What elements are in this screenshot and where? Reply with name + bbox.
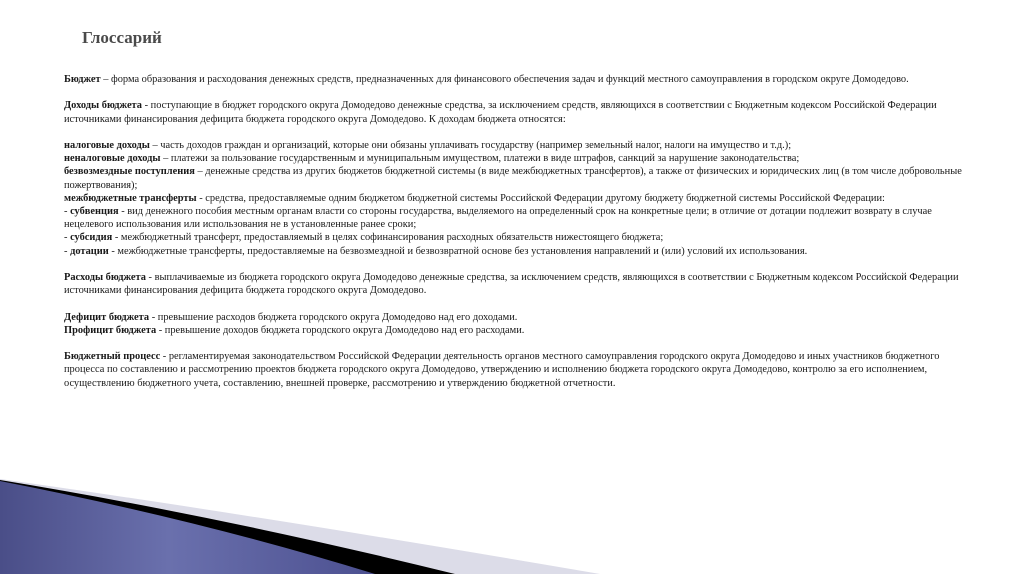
term: налоговые доходы [64, 139, 150, 151]
term: Доходы бюджета [64, 100, 142, 112]
definition: - поступающие в бюджет городского округа Домодедово денежные средства, за исключением средств, являющихся в соответствии с Бюджетным кодексом Российской Федерации источниками финансирования дефицита бюджета городского округа Домодедово. К доходам бюджета относятся: [64, 100, 937, 125]
term: неналоговые доходы [64, 153, 161, 165]
definition: - превышение доходов бюджета городского округа Домодедово над его расходами. [156, 324, 525, 336]
term: дотации [70, 245, 109, 257]
definition: - межбюджетный трансферт, предоставляемый в целях софинансирования расходных обязательств нижестоящего бюджета; [112, 232, 664, 244]
glossary-entry-surplus [64, 324, 964, 337]
glossary-entry-process [64, 350, 964, 390]
glossary-entry-deficit [64, 311, 964, 324]
glossary-entry-transfers [64, 192, 964, 205]
glossary-entry-nontax-revenue [64, 152, 964, 165]
decorative-swoosh-graphic [0, 454, 1024, 574]
term: безвозмездные поступления [64, 166, 195, 178]
glossary-entry-subvention [64, 205, 964, 231]
term: Бюджетный процесс [64, 351, 161, 363]
definition: – платежи за пользование государственным и муниципальным имуществом, платежи в виде штрафов, санкций за нарушение законодательства; [160, 153, 800, 165]
term: межбюджетные трансферты [64, 192, 197, 204]
term: субсидия [70, 232, 113, 244]
definition: – часть доходов граждан и организаций, которые они обязаны уплачивать государству (например земельный налог, налоги на имущество и т.д.); [149, 139, 792, 151]
bullet-dash: - [64, 206, 71, 217]
definition: - межбюджетные трансферты, предоставляемые на безвозмездной и безвозвратной основе без установления направлений и (или) условий их использования. [108, 245, 808, 257]
term: субвенция [70, 206, 119, 217]
page-title: Глоссарий [82, 28, 162, 47]
term: Бюджет [64, 74, 101, 85]
glossary-entry-expenses [64, 271, 964, 297]
glossary-entry-revenue [64, 99, 964, 125]
glossary-entry-subsidy [64, 231, 964, 244]
definition: – денежные средства из других бюджетов бюджетной системы (в виде межбюджетных трансфертов), а также от физических и юридических лиц (в том числе добровольные пожертвования); [64, 166, 962, 191]
term: Дефицит бюджета [64, 311, 150, 323]
definition: - средства, предоставляемые одним бюджетом бюджетной системы Российской Федерации другому бюджету бюджетной системы Российской Федерации: [196, 192, 885, 204]
term: Профицит бюджета [64, 324, 157, 336]
glossary-entry-gratuitous [64, 165, 964, 191]
bullet-dash: - [64, 232, 71, 244]
bullet-dash: - [64, 245, 71, 257]
glossary-entry-grants [64, 245, 964, 258]
term: Расходы бюджета [64, 272, 146, 283]
definition: - превышение расходов бюджета городского округа Домодедово над его доходами. [149, 311, 518, 323]
glossary-body [64, 73, 964, 390]
glossary-entry-budget [64, 73, 964, 86]
definition: – форма образования и расходования денежных средств, предназначенных для финансового обеспечения задач и функций местного самоуправления в городском округе Домодедово. [100, 74, 909, 85]
definition: - регламентируемая законодательством Российской Федерации деятельность органов местного самоуправления городского округа Домодедово и иных участников бюджетного процесса по составлению и рассмотрению проектов бюджета городского округа Домодедово, утверждению и исполнению бюджета городского округа Домодедово, контролю за его исполнением, осуществлению бюджетного учета, составлению, внешней проверке, рассмотрению и утверждению бюджетной отчетности. [64, 351, 940, 389]
glossary-entry-tax-revenue [64, 139, 964, 152]
definition: - выплачиваемые из бюджета городского округа Домодедово денежные средства, за исключением средств, являющихся в соответствии с Бюджетным кодексом Российской Федерации источниками финансирования дефицита бюджета городского округа Домодедово. [64, 272, 959, 297]
definition: - вид денежного пособия местным органам власти со стороны государства, выделяемого на определенный срок на конкретные цели; в отличие от дотации подлежит возврату в случае нецелевого использования или использования не в установленные ранее сроки; [64, 206, 932, 231]
